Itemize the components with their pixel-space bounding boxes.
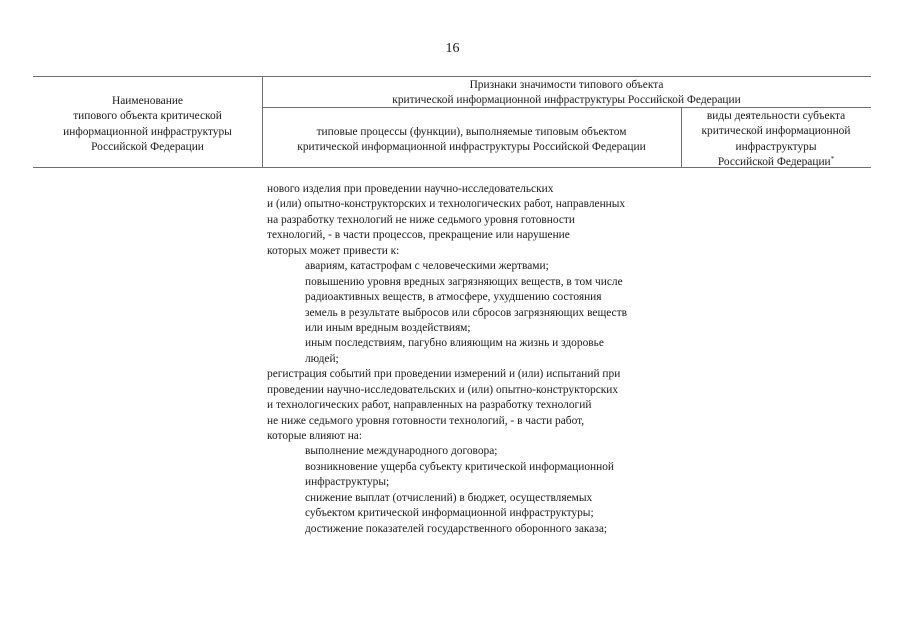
group-header-significance-criteria xyxy=(262,78,871,109)
body-text-line: выполнение международного договора; xyxy=(305,445,498,458)
body-text-line: повышению уровня вредных загрязняющих веществ, в том числе xyxy=(305,275,623,288)
body-text-line: людей; xyxy=(305,352,339,365)
table-top-border xyxy=(33,76,871,77)
body-text-line: и (или) опытно-конструкторских и технологических работ, направленных xyxy=(267,198,626,211)
header-line xyxy=(681,155,871,170)
body-text-line: инфраструктуры; xyxy=(305,476,390,489)
header-line: Наименование xyxy=(112,95,183,107)
body-text-line: или иным вредным воздействиям; xyxy=(305,321,471,334)
body-text-line: которых может привести к: xyxy=(267,244,400,257)
footnote-mark: * xyxy=(830,155,835,164)
column-header-activity-types xyxy=(681,109,871,171)
header-line: Признаки значимости типового объекта xyxy=(469,79,664,91)
header-line: критической информационной инфраструктуры Российской Федерации xyxy=(392,94,741,107)
body-text-line: на разработку технологий не ниже седьмого уровня готовности xyxy=(267,213,575,226)
page-number: 16 xyxy=(445,41,460,56)
body-text xyxy=(267,182,707,537)
body-text-line: иным последствиям, пагубно влияющим на жизнь и здоровье xyxy=(305,337,604,350)
header-line: инфраструктуры xyxy=(735,140,817,153)
body-text-line: достижение показателей государственного оборонного заказа; xyxy=(305,522,608,535)
body-text-line: не ниже седьмого уровня готовности технологий, - в части работ, xyxy=(267,414,585,427)
body-text-line: регистрация событий при проведении измерений и (или) испытаний при xyxy=(267,368,621,381)
column-header-typical-processes xyxy=(262,125,681,156)
header-line: типовые процессы (функции), выполняемые типовым объектом xyxy=(316,126,627,138)
body-text-line: технологий, - в части процессов, прекращение или нарушение xyxy=(267,229,570,242)
header-line: типового объекта критической xyxy=(73,110,222,123)
body-text-line: земель в результате выбросов или сбросов загрязняющих веществ xyxy=(305,306,627,319)
header-line-text: Российской Федерации xyxy=(717,156,831,169)
header-line: Российской Федерации xyxy=(91,141,204,154)
header-line: критической информационной инфраструктуры Российской Федерации xyxy=(297,141,646,154)
header-line: информационной инфраструктуры xyxy=(63,125,232,138)
body-text-line: и технологических работ, направленных на разработку технологий xyxy=(267,399,592,412)
body-text-line: которые влияют на: xyxy=(267,430,363,442)
body-text-line: нового изделия при проведении научно-исследовательских xyxy=(267,183,554,195)
header-line: виды деятельности субъекта xyxy=(706,110,846,122)
body-text-line: возникновение ущерба субъекту критической информационной xyxy=(305,460,615,473)
body-text-line: субъектом критической информационной инфраструктуры; xyxy=(305,507,594,520)
body-text-line: проведении научно-исследовательских и (или) опытно-конструкторских xyxy=(267,383,619,396)
column-header-object-name xyxy=(33,94,262,156)
header-line: критической информационной xyxy=(701,125,851,138)
body-text-line: авариям, катастрофам с человеческими жертвами; xyxy=(305,260,549,273)
body-text-line: радиоактивных веществ, в атмосфере, ухудшению состояния xyxy=(305,291,602,304)
body-text-line: снижение выплат (отчислений) в бюджет, осуществляемых xyxy=(305,491,593,504)
